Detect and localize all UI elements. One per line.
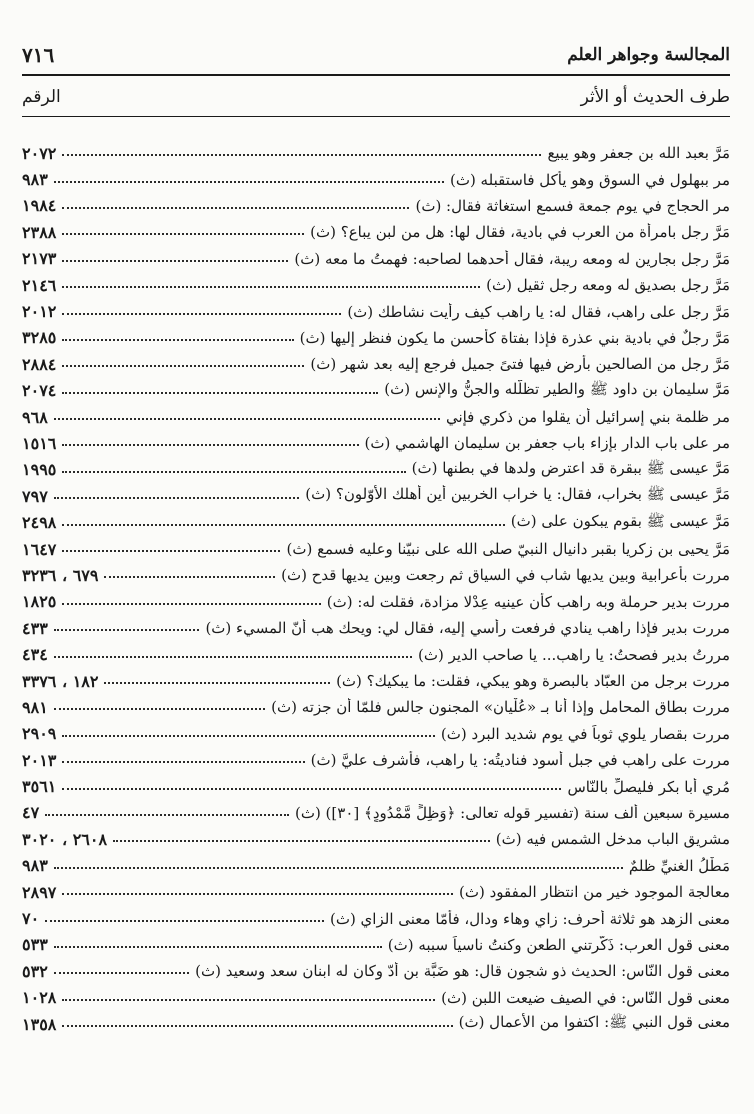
dot-leader	[54, 964, 189, 974]
entry-text: مَرَّ رجل من الصالحين بأرض فيها فتىً جميل فرجع إليه بعد شهر (ث)	[310, 355, 730, 374]
entry-text: مر الحجاج في يوم جمعة فسمع استغاثة فقال: (ث)	[415, 196, 730, 215]
entry-number: ٢٨٩٧	[22, 882, 57, 902]
index-entry	[22, 193, 730, 219]
dot-leader	[62, 436, 358, 446]
dot-leader	[62, 305, 341, 315]
entry-text: مررت بأعرابية وبين يديها شاب في السياق ثم رجعت وبين يديها قدح (ث)	[281, 566, 730, 585]
entry-number: ٥٣٣	[22, 935, 48, 955]
dot-leader	[54, 648, 412, 658]
entry-text: مَرَّ رجل بامرأة من العرب في بادية، فقال لها: هل من لبن يباع؟ (ث)	[310, 223, 730, 242]
index-entry	[22, 483, 730, 509]
entry-number: ٢٠١٣	[22, 750, 57, 770]
dot-leader	[62, 225, 304, 235]
entry-number: ١٥١٦	[22, 433, 57, 453]
index-entry	[22, 589, 730, 615]
index-entry	[22, 958, 730, 984]
entry-number: ٧٩٧	[22, 486, 48, 506]
index-entry	[22, 985, 730, 1011]
entry-text: مَرَّ عيسى ﷺ بخراب، فقال: يا خراب الخربين أين أهلك الأوّلون؟ (ث)	[305, 485, 730, 504]
index-entry	[22, 747, 730, 773]
entry-number: ٢٦٠٨ ، ٣٠٢٠	[22, 829, 108, 849]
entry-text: معنى الزهد هو ثلاثة أحرف: زاي وهاء ودال، فأمّا معنى الزاي (ث)	[329, 909, 730, 928]
dot-leader	[62, 753, 304, 763]
entry-number: ٣٥٦١	[22, 777, 57, 797]
entry-text: معنى قول النبي ﷺ: اكتفوا من الأعمال (ث)	[458, 1013, 730, 1032]
entry-number: ٢٠١٢	[22, 302, 57, 322]
entry-text: مررت على راهب في جبل أسود فناديتُه: يا راهب، فأشرف عليَّ (ث)	[310, 751, 730, 770]
dot-leader	[62, 516, 504, 526]
index-entry	[22, 509, 730, 535]
entry-number: ٢٠٧٢	[22, 143, 57, 163]
entry-number: ١٩٩٥	[22, 460, 57, 480]
entry-text: مَرَّ سليمان بن داود ﷺ والطير تظلّله والجنُّ والإنس (ث)	[384, 379, 730, 398]
dot-leader	[62, 991, 435, 1001]
entry-number: ٢٣٨٨	[22, 222, 57, 242]
index-entry	[22, 351, 730, 377]
dot-leader	[62, 595, 320, 605]
index-entry	[22, 457, 730, 483]
dot-leader	[54, 859, 623, 869]
entry-number: ٢١٤٦	[22, 275, 57, 295]
entry-text: مر على باب الدار بإزاء باب جعفر بن سليمان الهاشمي (ث)	[364, 434, 730, 453]
index-entry	[22, 404, 730, 430]
dot-leader	[54, 938, 382, 948]
entry-number: ١٨٢ ، ٣٣٧٦	[22, 671, 99, 691]
index-entry	[22, 905, 730, 931]
entry-text: مر ببهلول في السوق وهو يأكل فاستقبله (ث)	[449, 170, 730, 189]
entry-text: معنى قول النّاس: في الصيف ضيعت اللبن (ث)	[441, 988, 730, 1007]
index-entry	[22, 536, 730, 562]
entry-number: ١٦٤٧	[22, 539, 57, 559]
dot-leader	[62, 199, 409, 209]
entry-number: ١٠٢٨	[22, 988, 57, 1008]
index-entry	[22, 641, 730, 667]
entry-text: معالجة الموجود خير من انتظار المفقود (ث)	[459, 883, 730, 902]
index-entry	[22, 166, 730, 192]
index-entry	[22, 800, 730, 826]
index-entry	[22, 272, 730, 298]
dot-leader	[45, 912, 324, 922]
entry-text: مَرَّ عيسى ﷺ بقوم يبكون على (ث)	[510, 511, 730, 530]
entry-number: ٢١٧٣	[22, 249, 57, 269]
index-entry	[22, 879, 730, 905]
dot-leader	[104, 568, 275, 578]
dot-leader	[54, 173, 444, 183]
entry-text: مشريق الباب مدخل الشمس فيه (ث)	[495, 830, 730, 849]
header-divider	[22, 74, 730, 76]
entry-text: مَرَّ رجلٌ في بادية بني عذرة فإذا بفتاة كأحسن ما يكون فنظر إليها (ث)	[299, 328, 730, 347]
dot-leader	[62, 252, 288, 262]
entry-number: ٢٩٠٩	[22, 724, 57, 744]
dot-leader	[62, 885, 453, 895]
index-entry	[22, 246, 730, 272]
dot-leader	[54, 489, 300, 499]
entry-text: مَرَّ عيسى ﷺ ببقرة قد اعترض ولدها في بطنها (ث)	[411, 458, 730, 477]
index-entry	[22, 140, 730, 166]
dot-leader	[104, 674, 330, 684]
entry-number: ٦٧٩ ، ٣٢٣٦	[22, 565, 99, 585]
dot-leader	[62, 780, 561, 790]
dot-leader	[62, 278, 480, 288]
entry-number: ٢٠٧٤	[22, 381, 57, 401]
entry-number: ٤٧	[22, 803, 40, 823]
dot-leader	[54, 700, 265, 710]
dot-leader	[113, 832, 490, 842]
index-entry	[22, 298, 730, 324]
entry-number: ١٩٨٤	[22, 196, 57, 216]
index-entry	[22, 853, 730, 879]
entry-text: مَرَّ رجل على راهب، فقال له: يا راهب كيف رأيت نشاطك (ث)	[347, 302, 730, 321]
entry-number: ١٨٢٥	[22, 592, 57, 612]
index-entry	[22, 430, 730, 456]
dot-leader	[62, 727, 435, 737]
entry-text: مررت بطاق المحامل وإذا أنا بـ «عُلْيان» المجنون جالس فلمّا أن جزته (ث)	[271, 698, 730, 717]
dot-leader	[62, 463, 405, 473]
entry-text: مررت بدير حرملة وبه راهب كأن عينيه عِدْلا مزادة، فقلت له: (ث)	[326, 592, 730, 611]
entry-text: مَطْلُ الغنيِّ ظلمٌ	[628, 856, 730, 875]
entry-text: مسيرة سبعين ألف سنة (تفسير قوله تعالى: ﴿وَظِلٍّ مَّمْدُودٍ﴾ [٣٠]) (ث)	[294, 803, 730, 822]
index-entry	[22, 219, 730, 245]
entry-text: معنى قول العرب: ذَكَّرتني الطعن وكنتُ ناسياً سببه (ث)	[387, 935, 730, 954]
entry-number: ٤٣٣	[22, 618, 48, 638]
book-title: المجالسة وجواهر العلم	[567, 45, 730, 65]
index-entry	[22, 562, 730, 588]
entry-number: ٢٤٩٨	[22, 513, 57, 533]
entry-text: مَرَّ رجل بصديق له ومعه رجل ثقيل (ث)	[486, 276, 730, 295]
index-entry	[22, 932, 730, 958]
entry-number: ٣٢٨٥	[22, 328, 57, 348]
page-number: ٧١٦	[22, 43, 55, 67]
entry-text: مَرَّ يحيى بن زكريا بقبر دانيال النبيّ صلى الله على نبيّنا وعليه فسمع (ث)	[286, 540, 730, 559]
index-entries	[22, 140, 730, 1037]
dot-leader	[62, 542, 280, 552]
entry-number: ٧٠	[22, 909, 40, 929]
entry-number: ٥٣٢	[22, 961, 48, 981]
dot-leader	[62, 1017, 452, 1027]
entry-number: ٢٨٨٤	[22, 354, 57, 374]
dot-leader	[62, 146, 541, 156]
entry-number: ٩٨٣	[22, 170, 48, 190]
index-entry	[22, 378, 730, 404]
phrase-column-header: طرف الحديث أو الأثر	[580, 87, 730, 107]
dot-leader	[45, 806, 289, 816]
entry-text: مُري أبا بكر فليصلِّ بالنّاس	[567, 777, 730, 796]
dot-leader	[54, 410, 440, 420]
running-head	[22, 40, 730, 70]
number-column-header: الرقم	[22, 87, 61, 107]
column-headers	[22, 84, 730, 110]
dot-leader	[62, 357, 304, 367]
index-entry	[22, 826, 730, 852]
entry-text: مَرَّ رجل بجارين له ومعه ريبة، فقال أحدهما لصاحبه: فهمتُ ما معه (ث)	[294, 249, 730, 268]
index-entry	[22, 325, 730, 351]
dot-leader	[62, 331, 293, 341]
index-entry	[22, 668, 730, 694]
entry-text: مَرَّ بعبد الله بن جعفر وهو يبيع	[547, 144, 730, 163]
entry-text: مررتُ بدير فصحتُ: يا راهب... يا صاحب الدير (ث)	[417, 645, 730, 664]
entry-number: ٤٣٤	[22, 645, 48, 665]
index-entry	[22, 615, 730, 641]
index-entry	[22, 1011, 730, 1037]
entry-number: ٩٨٣	[22, 856, 48, 876]
column-header-divider	[22, 116, 730, 117]
index-entry	[22, 773, 730, 799]
entry-text: مررت بدير فإذا راهب ينادي فرفعت رأسي إليه، فقال لي: ويحك هب أنّ المسيء (ث)	[205, 619, 730, 638]
entry-text: معنى قول النّاس: الحديث ذو شجون قال: هو ضَبَّة بن أُدّ وكان له ابنان سعد وسعيد (ث)	[195, 962, 730, 981]
entry-number: ٩٦٨	[22, 407, 48, 427]
dot-leader	[62, 384, 378, 394]
entry-text: مر ظلمة بني إسرائيل أن يقلوا من ذكري فإني	[445, 408, 730, 427]
entry-text: مررت بقصار يلوي ثوباً في يوم شديد البرد (ث)	[440, 724, 730, 743]
entry-text: مررت برجل من العبّاد بالبصرة وهو يبكي، فقلت: ما يبكيك؟ (ث)	[336, 672, 730, 690]
entry-number: ١٣٥٨	[22, 1014, 57, 1034]
index-entry	[22, 694, 730, 720]
entry-number: ٩٨١	[22, 697, 48, 717]
index-entry	[22, 721, 730, 747]
dot-leader	[54, 621, 200, 631]
